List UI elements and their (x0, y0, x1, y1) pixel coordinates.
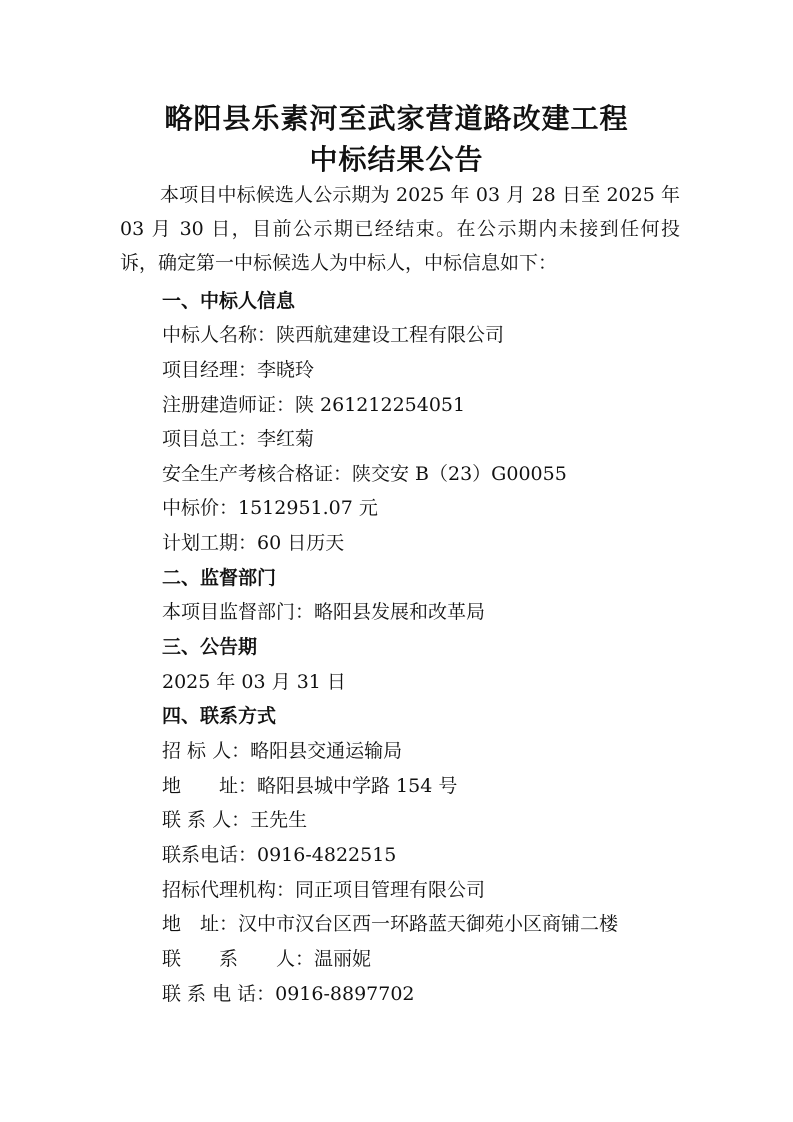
section2-heading: 二、监督部门 (162, 567, 277, 589)
document-title-line1: 略阳县乐素河至武家营道路改建工程 (164, 102, 629, 135)
tenderer: 招 标 人：略阳县交通运输局 (162, 740, 403, 762)
section1-heading: 一、中标人信息 (162, 290, 296, 312)
section4-heading: 四、联系方式 (162, 705, 277, 727)
winner-name: 中标人名称：陕西航建建设工程有限公司 (162, 324, 505, 346)
supervision-dept: 本项目监督部门：略阳县发展和改革局 (162, 601, 486, 623)
tenderer-phone: 联系电话：0916-4822515 (162, 844, 397, 866)
agency-contact: 联 系 人：温丽妮 (162, 948, 372, 970)
project-manager: 项目经理：李晓玲 (162, 359, 315, 381)
registered-certificate: 注册建造师证：陕 261212254051 (162, 394, 466, 416)
intro-paragraph: 本项目中标候选人公示期为 2025 年 03 月 28 日至 2025 年 03 月 30 日，目前公示期已经结束。在公示期内未接到任何投诉，确定第一中标候选人为中标人，中标信息如下： (120, 184, 680, 274)
agency-name: 招标代理机构：同正项目管理有限公司 (162, 879, 486, 901)
winning-price: 中标价：1512951.07 元 (162, 497, 378, 519)
agency-address: 地 址：汉中市汉台区西一环路蓝天御苑小区商铺二楼 (162, 913, 619, 935)
document-title-line2: 中标结果公告 (309, 143, 484, 176)
section3-heading: 三、公告期 (162, 636, 258, 658)
announcement-date: 2025 年 03 月 31 日 (162, 671, 346, 693)
planned-duration: 计划工期：60 日历天 (162, 532, 345, 554)
chief-engineer: 项目总工：李红菊 (162, 428, 315, 450)
tenderer-contact: 联 系 人：王先生 (162, 809, 308, 831)
tenderer-address: 地 址：略阳县城中学路 154 号 (162, 775, 458, 797)
agency-phone: 联 系 电 话：0916-8897702 (162, 983, 415, 1005)
safety-certificate: 安全生产考核合格证：陕交安 B（23）G00055 (162, 463, 567, 485)
